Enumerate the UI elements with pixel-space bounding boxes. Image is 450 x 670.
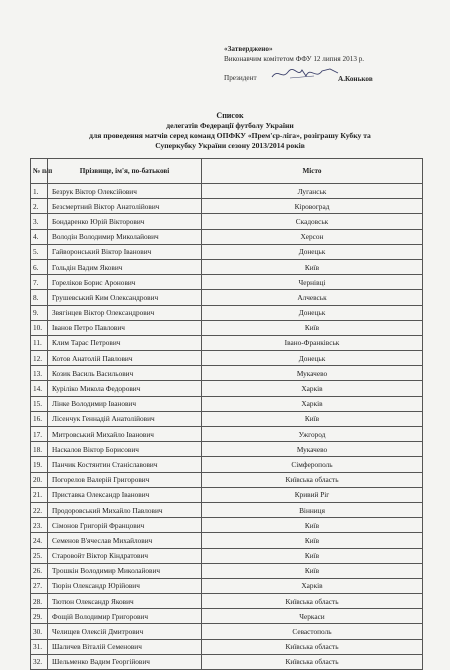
row-number: 13. xyxy=(31,366,48,381)
row-number: 23. xyxy=(31,518,48,533)
row-city: Київ xyxy=(202,518,423,533)
row-number: 1. xyxy=(31,184,48,199)
row-name: Володін Володимир Миколайович xyxy=(48,229,202,244)
table-row xyxy=(31,502,423,517)
table-row xyxy=(31,381,423,396)
row-name: Гайворонський Віктор Іванович xyxy=(48,244,202,259)
row-city: Кіровоград xyxy=(202,199,423,214)
row-number: 20. xyxy=(31,472,48,487)
row-name: Гольдін Вадим Якович xyxy=(48,259,202,274)
row-city: Чернівці xyxy=(202,275,423,290)
row-city: Вінниця xyxy=(202,502,423,517)
row-name: Клим Тарас Петрович xyxy=(48,335,202,350)
row-city: Харків xyxy=(202,381,423,396)
row-city: Мукачево xyxy=(202,366,423,381)
row-city: Сімферополь xyxy=(202,457,423,472)
table-row xyxy=(31,563,423,578)
row-name: Семенов В'ячеслав Михайлович xyxy=(48,533,202,548)
row-number: 8. xyxy=(31,290,48,305)
table-row xyxy=(31,259,423,274)
table-row xyxy=(31,427,423,442)
row-city: Івано-Франківськ xyxy=(202,335,423,350)
row-name: Старовойт Віктор Кіндратович xyxy=(48,548,202,563)
row-city: Харків xyxy=(202,578,423,593)
table-row xyxy=(31,366,423,381)
row-city: Київська область xyxy=(202,654,423,669)
handwritten-signature xyxy=(270,64,340,82)
table-row xyxy=(31,472,423,487)
row-name: Митровський Михайло Іванович xyxy=(48,427,202,442)
row-name: Гореліков Борис Аронович xyxy=(48,275,202,290)
row-city: Київ xyxy=(202,533,423,548)
row-number: 16. xyxy=(31,411,48,426)
table-row xyxy=(31,305,423,320)
table-header-row xyxy=(31,159,423,184)
approval-block xyxy=(224,44,444,86)
row-name: Сімонов Григорій Францович xyxy=(48,518,202,533)
table-row xyxy=(31,442,423,457)
row-city: Донецьк xyxy=(202,351,423,366)
row-name: Трошкін Володимир Миколайович xyxy=(48,563,202,578)
row-name: Бондаренко Юрій Вікторович xyxy=(48,214,202,229)
row-name: Фощій Володимир Григорович xyxy=(48,609,202,624)
row-name: Наскалов Віктор Борисович xyxy=(48,442,202,457)
row-number: 27. xyxy=(31,578,48,593)
row-city: Київська область xyxy=(202,472,423,487)
row-number: 18. xyxy=(31,442,48,457)
table-row xyxy=(31,654,423,669)
row-city: Київська область xyxy=(202,594,423,609)
table-row xyxy=(31,244,423,259)
row-number: 10. xyxy=(31,320,48,335)
table-row xyxy=(31,351,423,366)
row-city: Донецьк xyxy=(202,305,423,320)
table-row xyxy=(31,594,423,609)
row-number: 11. xyxy=(31,335,48,350)
table-row xyxy=(31,184,423,199)
header-name: Прізвище, ім'я, по-батькові xyxy=(48,159,202,184)
row-number: 22. xyxy=(31,502,48,517)
row-number: 31. xyxy=(31,639,48,654)
row-name: Лінке Володимир Іванович xyxy=(48,396,202,411)
row-number: 21. xyxy=(31,487,48,502)
row-city: Київ xyxy=(202,548,423,563)
row-number: 4. xyxy=(31,229,48,244)
row-name: Котов Анатолій Павлович xyxy=(48,351,202,366)
row-name: Шельменко Вадим Георгійович xyxy=(48,654,202,669)
row-number: 24. xyxy=(31,533,48,548)
table-row xyxy=(31,533,423,548)
row-number: 25. xyxy=(31,548,48,563)
row-number: 6. xyxy=(31,259,48,274)
table-row xyxy=(31,639,423,654)
table-row xyxy=(31,335,423,350)
row-name: Продоровський Михайло Павлович xyxy=(48,502,202,517)
row-number: 30. xyxy=(31,624,48,639)
document-subtitle-3: Суперкубку України сезону 2013/2014 років xyxy=(155,141,305,150)
row-name: Приставка Олександр Іванович xyxy=(48,487,202,502)
header-number: № п/п xyxy=(31,159,48,184)
table-row xyxy=(31,290,423,305)
row-name: Погорелов Валерій Григорович xyxy=(48,472,202,487)
signer-name: А.Коньков xyxy=(338,75,373,83)
table-row xyxy=(31,548,423,563)
row-city: Луганськ xyxy=(202,184,423,199)
row-name: Безрук Віктор Олексійович xyxy=(48,184,202,199)
row-city: Київська область xyxy=(202,639,423,654)
table-row xyxy=(31,624,423,639)
row-city: Донецьк xyxy=(202,244,423,259)
document-subtitle-2: для проведення матчів серед команд ОПФКУ «Прем'єр-ліга», розіграшу Кубку та xyxy=(89,131,371,140)
row-city: Алчевськ xyxy=(202,290,423,305)
row-name: Лісенчук Геннадій Анатолійович xyxy=(48,411,202,426)
document-title: Список xyxy=(216,111,244,120)
president-label: Президент xyxy=(224,74,257,82)
row-city: Київ xyxy=(202,563,423,578)
row-city: Скадовськ xyxy=(202,214,423,229)
table-row xyxy=(31,487,423,502)
row-number: 5. xyxy=(31,244,48,259)
row-name: Грушевський Ким Олександрович xyxy=(48,290,202,305)
table-row xyxy=(31,411,423,426)
row-number: 32. xyxy=(31,654,48,669)
row-number: 7. xyxy=(31,275,48,290)
row-number: 12. xyxy=(31,351,48,366)
delegates-table xyxy=(30,158,423,670)
row-name: Тюрін Олександр Юрійович xyxy=(48,578,202,593)
table-row xyxy=(31,275,423,290)
row-number: 14. xyxy=(31,381,48,396)
row-city: Херсон xyxy=(202,229,423,244)
approval-title: «Затверджено» xyxy=(224,45,273,53)
row-number: 9. xyxy=(31,305,48,320)
row-number: 19. xyxy=(31,457,48,472)
table-row xyxy=(31,199,423,214)
table-row xyxy=(31,457,423,472)
row-number: 15. xyxy=(31,396,48,411)
row-city: Кривий Ріг xyxy=(202,487,423,502)
row-name: Іванов Петро Павлович xyxy=(48,320,202,335)
table-row xyxy=(31,320,423,335)
row-name: Звягінцев Віктор Олександрович xyxy=(48,305,202,320)
row-city: Севастополь xyxy=(202,624,423,639)
row-city: Київ xyxy=(202,411,423,426)
table-row xyxy=(31,396,423,411)
table-row xyxy=(31,229,423,244)
row-number: 2. xyxy=(31,199,48,214)
row-number: 26. xyxy=(31,563,48,578)
row-city: Київ xyxy=(202,259,423,274)
row-city: Мукачево xyxy=(202,442,423,457)
row-city: Ужгород xyxy=(202,427,423,442)
row-number: 3. xyxy=(31,214,48,229)
row-city: Київ xyxy=(202,320,423,335)
row-name: Панчик Костянтин Станіславович xyxy=(48,457,202,472)
row-name: Безсмертний Віктор Анатолійович xyxy=(48,199,202,214)
table-row xyxy=(31,609,423,624)
approval-body: Виконавчим комітетом ФФУ 12 липня 2013 р. xyxy=(224,55,365,63)
table-row xyxy=(31,518,423,533)
row-city: Черкаси xyxy=(202,609,423,624)
table-row xyxy=(31,578,423,593)
signature-row xyxy=(224,68,444,86)
row-number: 28. xyxy=(31,594,48,609)
row-number: 17. xyxy=(31,427,48,442)
row-name: Куріліко Микола Федорович xyxy=(48,381,202,396)
row-city: Харків xyxy=(202,396,423,411)
row-name: Челищев Олексій Дмитрович xyxy=(48,624,202,639)
row-number: 29. xyxy=(31,609,48,624)
document-subtitle-1: делегатів Федерації футболу України xyxy=(166,121,294,130)
row-name: Козик Василь Васильович xyxy=(48,366,202,381)
row-name: Шаличев Віталій Семенович xyxy=(48,639,202,654)
header-city: Місто xyxy=(202,159,423,184)
row-name: Тютюн Олександр Якович xyxy=(48,594,202,609)
table-row xyxy=(31,214,423,229)
